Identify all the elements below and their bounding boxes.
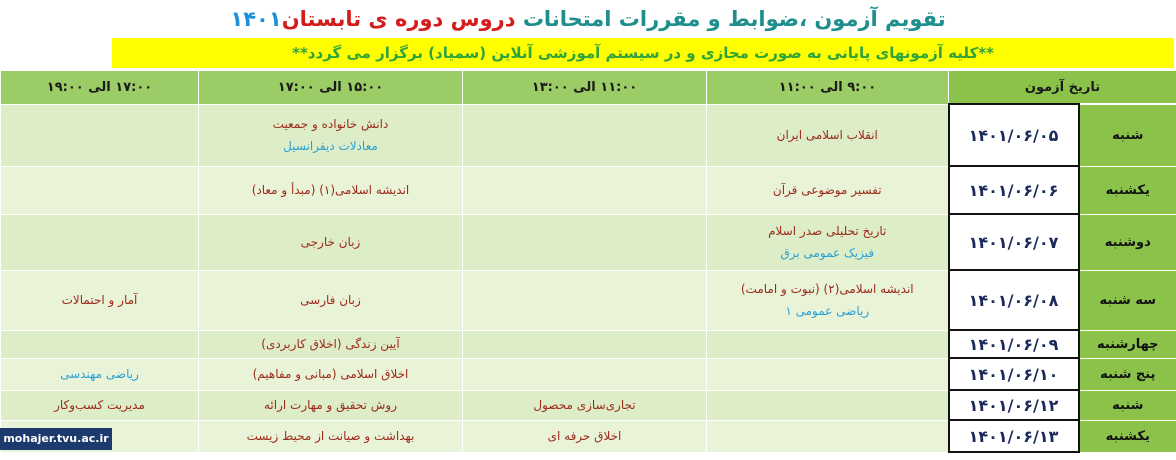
exam-date-cell: ۱۴۰۱/۰۶/۰۸ (949, 270, 1079, 330)
table-row (1, 330, 1176, 358)
slot-cell-s2 (463, 166, 707, 214)
slot-cell-s2 (463, 390, 707, 420)
slot-cell-s1 (707, 420, 949, 452)
table-row (1, 214, 1176, 270)
table-row (1, 420, 1176, 452)
slot-cell-s1 (707, 390, 949, 420)
slot-cell-s2 (463, 270, 707, 330)
course-name: زبان فارسی (300, 293, 361, 307)
header-exam-date: تاریخ آزمون (949, 71, 1176, 105)
slot-cell-s1 (707, 270, 949, 330)
course-name: اندیشه اسلامی(۲) (نبوت و امامت) (740, 282, 914, 296)
slot-cell-s1 (707, 214, 949, 270)
header-slot-17-19: ۱۷:۰۰ الی ۱۹:۰۰ (1, 71, 199, 105)
course-name: معادلات دیفرانسیل (283, 139, 378, 153)
weekday-cell: یکشنبه (1079, 166, 1176, 214)
table-header-row (1, 71, 1176, 105)
exam-schedule-table (0, 70, 1176, 453)
page-title (0, 2, 1176, 36)
course-name: ریاضی مهندسی (60, 367, 139, 381)
slot-cell-s1 (707, 166, 949, 214)
slot-cell-s1 (707, 330, 949, 358)
slot-cell-s2 (463, 330, 707, 358)
title-part-2: دروس دوره ی تابستان (281, 7, 516, 31)
slot-cell-s2 (463, 214, 707, 270)
slot-cell-s2 (463, 104, 707, 166)
course-name: تفسیر موضوعی قرآن (772, 183, 882, 197)
slot-cell-s3 (199, 330, 463, 358)
site-watermark: mohajer.tvu.ac.ir (0, 428, 112, 450)
weekday-cell: شنبه (1079, 390, 1176, 420)
slot-cell-s3 (199, 420, 463, 452)
slot-cell-s3 (199, 214, 463, 270)
table-row (1, 358, 1176, 390)
slot-cell-s4 (1, 214, 199, 270)
slot-cell-s4 (1, 390, 199, 420)
slot-cell-s2 (463, 420, 707, 452)
course-name: آیین زندگی (اخلاق کاربردی) (261, 337, 400, 351)
exam-date-cell: ۱۴۰۱/۰۶/۰۵ (949, 104, 1079, 166)
exam-date-cell: ۱۴۰۱/۰۶/۰۷ (949, 214, 1079, 270)
table-row (1, 166, 1176, 214)
slot-cell-s3 (199, 104, 463, 166)
weekday-cell: چهارشنبه (1079, 330, 1176, 358)
table-row (1, 104, 1176, 166)
title-year: ۱۴۰۱ (230, 7, 282, 31)
weekday-cell: پنج شنبه (1079, 358, 1176, 390)
course-name: دانش خانواده و جمعیت (272, 117, 389, 131)
table-row (1, 270, 1176, 330)
slot-cell-s1 (707, 358, 949, 390)
schedule-body (1, 104, 1176, 452)
weekday-cell: یکشنبه (1079, 420, 1176, 452)
course-name: انقلاب اسلامی ایران (776, 128, 878, 142)
slot-cell-s2 (463, 358, 707, 390)
header-slot-15-17: ۱۵:۰۰ الی ۱۷:۰۰ (199, 71, 463, 105)
slot-cell-s4 (1, 358, 199, 390)
course-name: اندیشه اسلامی(۱) (مبدأ و معاد) (251, 183, 410, 197)
weekday-cell: سه شنبه (1079, 270, 1176, 330)
course-name: آمار و احتمالات (61, 293, 138, 307)
course-name: زبان خارجی (300, 235, 361, 249)
exam-date-cell: ۱۴۰۱/۰۶/۰۹ (949, 330, 1079, 358)
header-slot-9-11: ۹:۰۰ الی ۱۱:۰۰ (707, 71, 949, 105)
course-name: روش تحقیق و مهارت ارائه (263, 398, 398, 412)
slot-cell-s1 (707, 104, 949, 166)
course-name: اخلاق حرفه ای (547, 429, 622, 443)
course-name: تاریخ تحلیلی صدر اسلام (768, 224, 887, 238)
exam-date-cell: ۱۴۰۱/۰۶/۱۲ (949, 390, 1079, 420)
exam-date-cell: ۱۴۰۱/۰۶/۱۰ (949, 358, 1079, 390)
course-name: فیزیک عمومی برق (780, 246, 875, 260)
slot-cell-s3 (199, 270, 463, 330)
slot-cell-s3 (199, 358, 463, 390)
course-name: بهداشت و صیانت از محیط زیست (246, 429, 415, 443)
exam-date-cell: ۱۴۰۱/۰۶/۱۳ (949, 420, 1079, 452)
weekday-cell: دوشنبه (1079, 214, 1176, 270)
course-name: مدیریت کسب‌وکار (54, 398, 145, 412)
course-name: اخلاق اسلامی (مبانی و مفاهیم) (252, 367, 409, 381)
weekday-cell: شنبه (1079, 104, 1176, 166)
slot-cell-s3 (199, 166, 463, 214)
course-name: ریاضی عمومی ۱ (785, 304, 870, 318)
course-name: تجاری‌سازی محصول (533, 398, 636, 412)
slot-cell-s4 (1, 166, 199, 214)
slot-cell-s4 (1, 270, 199, 330)
header-slot-11-13: ۱۱:۰۰ الی ۱۳:۰۰ (463, 71, 707, 105)
table-row (1, 390, 1176, 420)
slot-cell-s4 (1, 330, 199, 358)
exam-date-cell: ۱۴۰۱/۰۶/۰۶ (949, 166, 1079, 214)
online-exam-banner: **کلیه آزمونهای پایانی به صورت مجازی و در سیستم آموزشی آنلاین (سمیاد) برگزار می گردد** (112, 38, 1174, 68)
slot-cell-s3 (199, 390, 463, 420)
title-part-1: تقویم آزمون ،ضوابط و مقررات امتحانات (522, 7, 946, 31)
slot-cell-s4 (1, 104, 199, 166)
